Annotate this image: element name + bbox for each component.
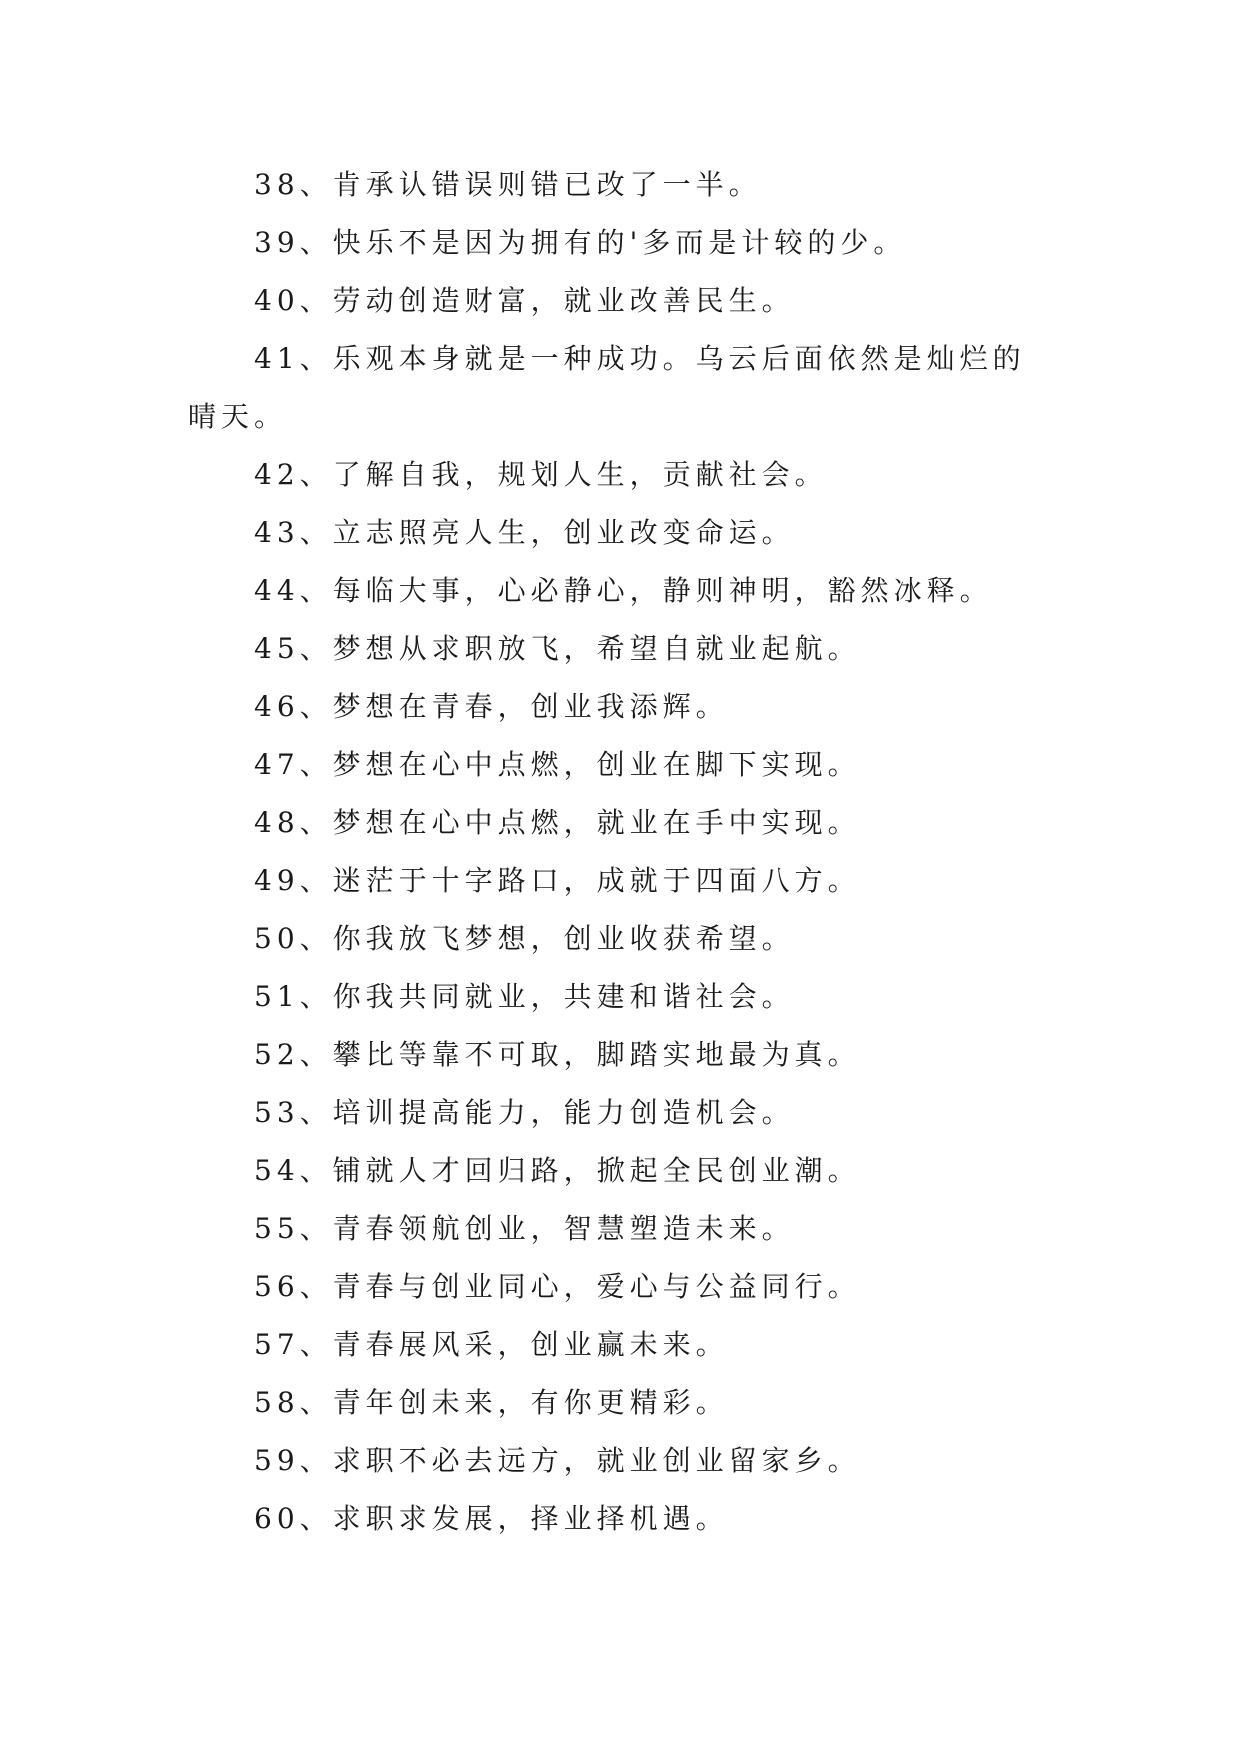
list-item: 52、攀比等靠不可取，脚踏实地最为真。 <box>254 1038 861 1071</box>
list-item: 44、每临大事，心必静心，静则神明，豁然冰释。 <box>254 574 993 607</box>
list-item: 48、梦想在心中点燃，就业在手中实现。 <box>254 806 861 839</box>
list-item: 60、求职求发展，择业择机遇。 <box>254 1502 729 1535</box>
list-item: 46、梦想在青春，创业我添辉。 <box>254 690 729 723</box>
slogan-list <box>188 156 1058 1548</box>
list-item: 40、劳动创造财富，就业改善民生。 <box>254 284 795 317</box>
list-item: 51、你我共同就业，共建和谐社会。 <box>254 980 795 1013</box>
list-item: 38、肯承认错误则错已改了一半。 <box>254 168 762 201</box>
list-item: 54、铺就人才回归路，掀起全民创业潮。 <box>254 1154 861 1187</box>
list-item: 56、青春与创业同心，爱心与公益同行。 <box>254 1270 861 1303</box>
list-item: 39、快乐不是因为拥有的'多而是计较的少。 <box>254 226 907 259</box>
list-item: 50、你我放飞梦想，创业收获希望。 <box>254 922 795 955</box>
list-item: 58、青年创未来，有你更精彩。 <box>254 1386 729 1419</box>
list-item: 42、了解自我，规划人生，贡献社会。 <box>254 458 828 491</box>
list-item: 59、求职不必去远方，就业创业留家乡。 <box>254 1444 861 1477</box>
list-item: 45、梦想从求职放飞，希望自就业起航。 <box>254 632 861 665</box>
list-item: 47、梦想在心中点燃，创业在脚下实现。 <box>254 748 861 781</box>
list-item: 43、立志照亮人生，创业改变命运。 <box>254 516 795 549</box>
list-item: 57、青春展风采，创业赢未来。 <box>254 1328 729 1361</box>
list-item: 55、青春领航创业，智慧塑造未来。 <box>254 1212 795 1245</box>
list-item: 49、迷茫于十字路口，成就于四面八方。 <box>254 864 861 897</box>
list-item: 41、乐观本身就是一种成功。乌云后面依然是灿烂的晴天。 <box>188 342 1026 433</box>
list-item: 53、培训提高能力，能力创造机会。 <box>254 1096 795 1129</box>
